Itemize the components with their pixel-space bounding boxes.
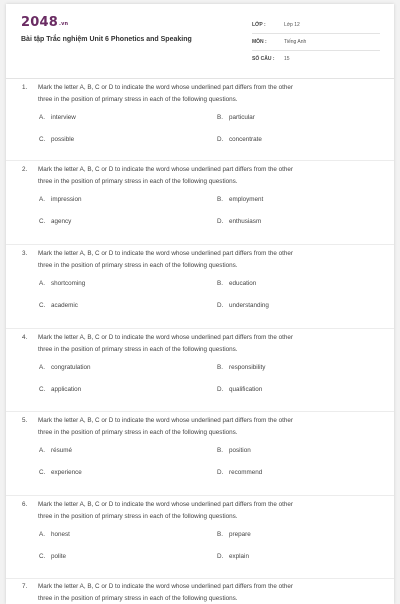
option-letter: B. — [217, 114, 223, 121]
option-a[interactable] — [39, 279, 85, 288]
question-divider — [6, 411, 394, 412]
document-title: Bài tập Trắc nghiệm Unit 6 Phonetics and Speaking — [21, 36, 192, 43]
question-line: three in the position of primary stress in each of the following questions. — [38, 429, 238, 436]
option-letter: C. — [39, 553, 46, 560]
option-text: responsibility — [229, 364, 266, 371]
option-letter: C. — [39, 218, 46, 225]
option-letter: D. — [217, 218, 224, 225]
options — [21, 446, 381, 491]
option-text: application — [51, 386, 82, 393]
meta-count-row — [252, 51, 380, 67]
worksheet-page — [6, 4, 394, 604]
option-text: possible — [51, 136, 75, 143]
option-c[interactable] — [39, 468, 82, 477]
option-text: position — [229, 447, 251, 454]
question-text — [21, 415, 381, 439]
option-a[interactable] — [39, 530, 70, 539]
question-line: three in the position of primary stress in each of the following questions. — [38, 513, 238, 520]
question-line: three in the position of primary stress in each of the following questions. — [38, 262, 238, 269]
question-divider — [6, 578, 394, 579]
question-text — [21, 248, 381, 272]
question-number: 6. — [22, 501, 28, 508]
question-7 — [21, 581, 381, 604]
option-letter: C. — [39, 302, 46, 309]
question-number: 1. — [22, 84, 28, 91]
option-b[interactable] — [217, 279, 256, 288]
options — [21, 363, 381, 408]
option-text: interview — [51, 114, 76, 121]
option-d[interactable] — [217, 135, 262, 144]
option-d[interactable] — [217, 217, 261, 226]
options — [21, 195, 381, 240]
option-letter: D. — [217, 553, 224, 560]
options — [21, 113, 381, 158]
question-text — [21, 332, 381, 356]
question-1 — [21, 82, 381, 158]
option-text: recommend — [229, 469, 263, 476]
question-number: 4. — [22, 334, 28, 341]
logo-suffix: .vn — [58, 21, 69, 27]
option-text: particular — [229, 114, 255, 121]
option-text: academic — [51, 302, 78, 309]
meta-value: Tiếng Anh — [284, 39, 307, 45]
meta-label: LỚP : — [252, 22, 266, 28]
option-c[interactable] — [39, 301, 78, 310]
question-text — [21, 164, 381, 188]
option-text: explain — [229, 553, 249, 560]
question-text — [21, 82, 381, 106]
question-line: three in the position of primary stress in each of the following questions. — [38, 96, 238, 103]
option-a[interactable] — [39, 446, 72, 455]
option-text: agency — [51, 218, 72, 225]
option-d[interactable] — [217, 468, 262, 477]
option-letter: D. — [217, 136, 224, 143]
option-a[interactable] — [39, 363, 91, 372]
meta-label: SỐ CÂU : — [252, 56, 275, 62]
option-letter: D. — [217, 386, 224, 393]
option-text: honest — [51, 531, 70, 538]
question-line: Mark the letter A, B, C or D to indicate the word whose underlined part differs from the other — [38, 166, 294, 173]
question-line: three in the position of primary stress in each of the following questions. — [38, 178, 238, 185]
question-text — [21, 499, 381, 523]
question-number: 5. — [22, 417, 28, 424]
option-b[interactable] — [217, 113, 255, 122]
option-text: prepare — [229, 531, 251, 538]
meta-class-row — [252, 17, 380, 34]
question-6 — [21, 499, 381, 575]
option-d[interactable] — [217, 301, 269, 310]
option-text: experience — [51, 469, 82, 476]
question-line: three in the position of primary stress in each of the following questions. — [38, 346, 238, 353]
option-letter: A. — [39, 114, 45, 121]
page-header — [6, 4, 394, 66]
option-letter: B. — [217, 196, 223, 203]
question-3 — [21, 248, 381, 324]
option-text: concentrate — [229, 136, 262, 143]
option-a[interactable] — [39, 113, 76, 122]
question-divider — [6, 160, 394, 161]
option-text: congratulation — [51, 364, 91, 371]
question-2 — [21, 164, 381, 240]
option-c[interactable] — [39, 217, 71, 226]
option-letter: D. — [217, 469, 224, 476]
option-letter: A. — [39, 280, 45, 287]
option-letter: A. — [39, 364, 45, 371]
option-c[interactable] — [39, 385, 81, 394]
option-text: education — [229, 280, 257, 287]
question-text — [21, 581, 381, 604]
question-number: 2. — [22, 166, 28, 173]
question-line: Mark the letter A, B, C or D to indicate the word whose underlined part differs from the other — [38, 84, 294, 91]
option-text: résumé — [51, 447, 72, 454]
question-line: Mark the letter A, B, C or D to indicate the word whose underlined part differs from the other — [38, 334, 294, 341]
option-text: impression — [51, 196, 82, 203]
meta-label: MÔN : — [252, 39, 267, 45]
option-b[interactable] — [217, 446, 251, 455]
logo-text: 2048 — [21, 15, 58, 30]
option-letter: C. — [39, 386, 46, 393]
meta-subject-row — [252, 34, 380, 51]
option-letter: B. — [217, 364, 223, 371]
question-number: 7. — [22, 583, 28, 590]
option-letter: B. — [217, 531, 223, 538]
option-c[interactable] — [39, 552, 66, 561]
option-text: shortcoming — [51, 280, 86, 287]
option-d[interactable] — [217, 552, 249, 561]
option-text: understanding — [229, 302, 269, 309]
question-divider — [6, 244, 394, 245]
option-text: employment — [229, 196, 264, 203]
option-text: polite — [51, 553, 67, 560]
option-letter: A. — [39, 447, 45, 454]
question-number: 3. — [22, 250, 28, 257]
option-d[interactable] — [217, 385, 262, 394]
question-divider — [6, 328, 394, 329]
question-4 — [21, 332, 381, 408]
question-divider — [6, 495, 394, 496]
option-text: qualification — [229, 386, 263, 393]
options — [21, 279, 381, 324]
option-c[interactable] — [39, 135, 74, 144]
option-text: enthusiasm — [229, 218, 262, 225]
option-b[interactable] — [217, 195, 263, 204]
site-logo[interactable] — [21, 15, 68, 30]
option-letter: A. — [39, 531, 45, 538]
question-line: Mark the letter A, B, C or D to indicate the word whose underlined part differs from the other — [38, 417, 294, 424]
option-letter: B. — [217, 280, 223, 287]
question-5 — [21, 415, 381, 491]
option-a[interactable] — [39, 195, 81, 204]
question-line: Mark the letter A, B, C or D to indicate the word whose underlined part differs from the other — [38, 583, 294, 590]
header-divider — [6, 78, 394, 79]
option-letter: D. — [217, 302, 224, 309]
meta-value: Lớp 12 — [284, 22, 300, 28]
options — [21, 530, 381, 575]
question-line: three in the position of primary stress in each of the following questions. — [38, 595, 238, 602]
meta-info — [252, 17, 380, 67]
option-b[interactable] — [217, 530, 251, 539]
option-letter: B. — [217, 447, 223, 454]
option-letter: C. — [39, 469, 46, 476]
option-letter: C. — [39, 136, 46, 143]
question-line: Mark the letter A, B, C or D to indicate the word whose underlined part differs from the other — [38, 501, 294, 508]
question-line: Mark the letter A, B, C or D to indicate the word whose underlined part differs from the other — [38, 250, 294, 257]
option-letter: A. — [39, 196, 45, 203]
option-b[interactable] — [217, 363, 265, 372]
meta-value: 15 — [284, 56, 290, 62]
